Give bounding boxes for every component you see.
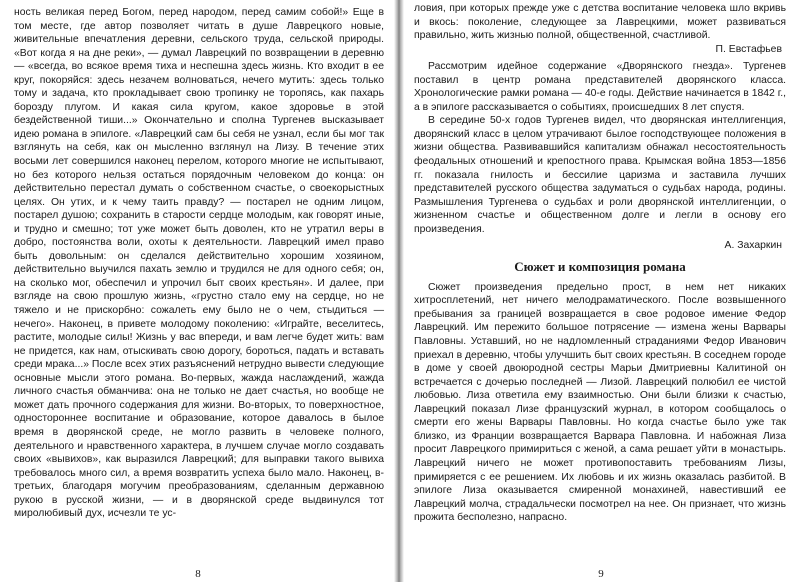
page-number-right: 9 bbox=[598, 568, 604, 580]
page-number-left: 8 bbox=[195, 568, 201, 580]
signature-zakharkin: А. Захаркин bbox=[724, 240, 782, 252]
left-page bbox=[0, 0, 396, 582]
left-page-paragraph: ность великая перед Богом, перед народом, перед самим собой!» Еще в том месте, где автор позволяет читать в душе Лаврецкого новые, живительные впечатления деревни, сельского труда, сельской природы. «Вот когда я на дне реки», — думал Лаврецкий по возвращении в деревню — «всегда, во всякое время тиха и неспешна здесь жизнь. Кто входит в ее круг, покоряйся: здесь незачем волноваться, нечего мутить: здесь только тому и задача, кто прокладывает свою тропинку не торопясь, как пахарь борозду плугом. И какая сила кругом, какое здоровье в этой бездейственной тиши...» Окончательно и сполна Тургенев высказывает идею романа в эпилоге. «Лаврецкий сам бы себя не узнал, если бы мог так взглянуть на себя, как он мысленно взглянул на Лизу. В течение этих восьми лет совершился наконец перелом, которого многие не испытывают, но без которого нельзя остаться порядочным человеком до конца: он действительно перестал думать о собственном счастье, о своекорыстных целях. Он утих, и к чему таить правду? — постарел не одним лицом, постарел душою; сохранить в старости сердце молодым, как говорят иные, и трудно и смешно; тот уже может быть доволен, кто не утратил веры в добро, постоянства воли, охоты к деятельности. Лаврецкий имел право быть довольным: он сделался действительно хорошим хозяином, действительно выучился пахать землю и трудился не для одного себя; он, на сколько мог, обеспечил и упрочил быт своих крестьян». И далее, при взгляде на свою прошлую жизнь, «грустно стало ему на сердце, но не тяжело и не прискорбно: сожалеть ему было не о чем, стыдиться — нечего». Наконец, в привете молодому поколению: «Играйте, веселитесь, растите, молодые силы! Жизнь у вас впереди, и вам легче будет жить: вам не придется, как нам, отыскивать свою дорогу, бороться, падать и вставать среди мрака...» После всех этих разъяснений нетрудно вывести следующие основные мысли этого романа. Во-первых, жажда наслаждений, жажда личного счастья обманчива: она не только не дает счастья, но вообще не может дать прочного содержания для жизни. Во-вторых, то поверхностное, одностороннее воспитание и образование, которое давалось в былое время в дворянской среде, не могло развить в человеке полного, деятельного и нравственного характера, в лучшем случае могло создавать своих «вывихов», как выразился Лаврецкий; для выправки такого вывиха требовалось много сил, а время возвратить успеха было мало. Наконец, в-третьих, благодаря могучим преобразованиям, сделанным державною рукою в русской жизни, — и в дворянской среде выдвинулся тот миролюбивый дух, исчезли те ус- bbox=[14, 7, 384, 520]
right-page-paragraph: Рассмотрим идейное содержание «Дворянского гнезда». Тургенев поставил в центр романа представителей дворянского класса. Хронологические рамки романа — 40-е годы. Действие начинается в 1842 г., а в эпилоге рассказывается о событиях, происшедших 8 лет спустя. bbox=[414, 61, 787, 113]
right-page-top-paragraph: ловия, при которых прежде уже с детства воспитание человека шло вкривь и вкось: поколение, следующее за Лаврецкими, может развиваться правильно, жить жизнью полной, общественной, счастливой. bbox=[414, 3, 786, 42]
right-page-paragraph: В середине 50-х годов Тургенев видел, что дворянская интеллигенция, дворянский класс в целом утрачивают былое господствующее положения в жизни общества. Развивавшийся капитализм обнажал несостоятельность феодальных отношений и крепостного права. Крымская война 1853—1856 гг. показала гнилость и бессилие царизма и заставила лучших представителей русского общества задуматься о судьбах народа, родины. Размышления Тургенева о судьбах и роли дворянской интеллигенции, о жизненном счастье и общественном долге и легли в основу его произведения. bbox=[414, 115, 786, 235]
right-page-paragraph: Сюжет произведения предельно прост, в нем нет никаких хитросплетений, нет ничего мелодраматического. После возвышенного пребывания за границей возвращается в свое родовое имение Федор Лаврецкий. Им пережито большое потрясение — измена жены Варвары Павловны. Уставший, но не надломленный страданиями Федор Иванович приехал в деревню, чтобы улучшить быт своих крестьян. В соседнем городе в доме у своей двоюродной сестры Марьи Дмитриевны Калитиной он встречается с дочерью последней — Лизой. Лаврецкий полюбил ее чистой любовью. Лиза ответила ему взаимностью. Они были близки к счастью, Лаврецкий показал Лизе французский журнал, в котором сообщалось о смерти его жены Варвары Павловны. Но когда счастье было уже так близко, из Франции возвращается Варвара Павловна. И набожная Лиза просит Лаврецкого примириться с женой, а сама решает уйти в монастырь. Лаврецкий ничего не может противопоставить требованиям Лизы, примиряется с ее решением. Их любовь и их жизнь оказалась разбитой. В эпилоге Лиза оказывается смиренной монахиней, навестивший ее Лаврецкий молча, страдальчески посмотрел на нее. Он признает, что жизнь прожита бесполезно, напрасно. bbox=[414, 281, 786, 524]
signature-evstafiev: П. Евстафьев bbox=[715, 43, 782, 55]
right-page bbox=[402, 0, 800, 582]
section-heading: Сюжет и композиция романа bbox=[514, 258, 686, 274]
